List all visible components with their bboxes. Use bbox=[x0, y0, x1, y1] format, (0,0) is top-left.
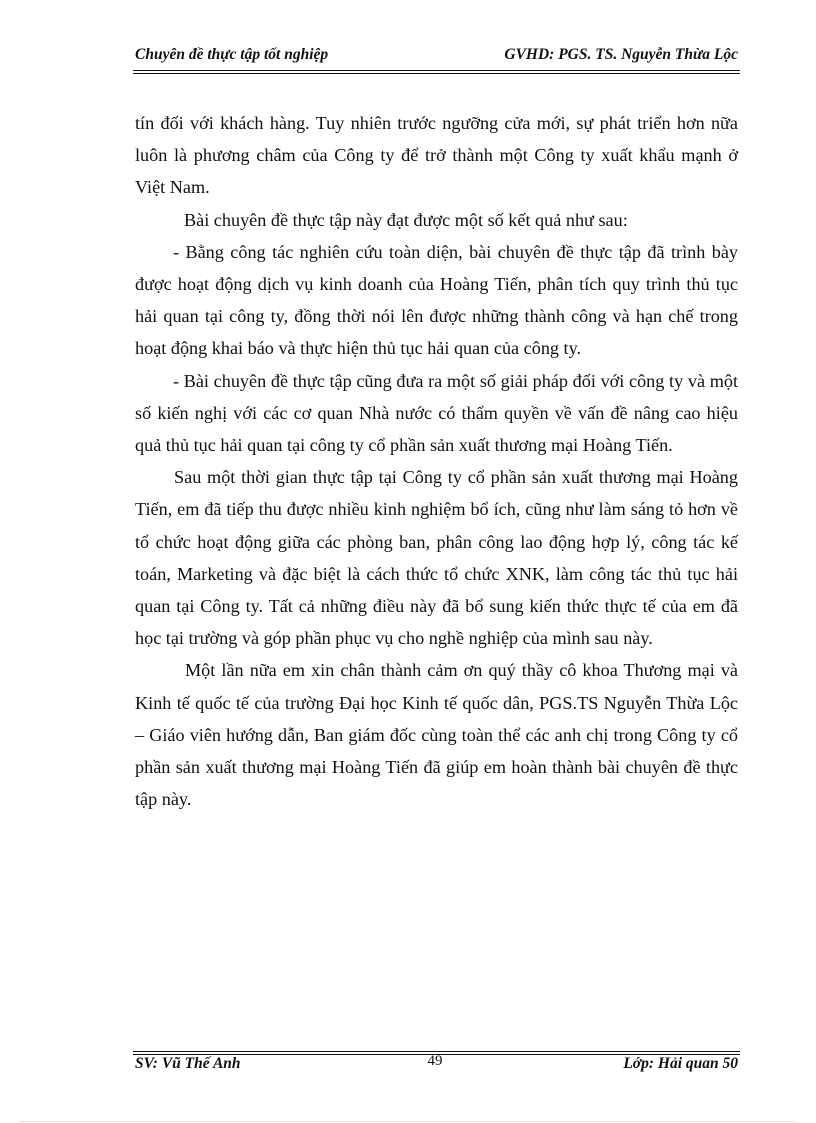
footer-student: SV: Vũ Thế Anh bbox=[135, 1055, 241, 1072]
header-title: Chuyên đề thực tập tốt nghiệp bbox=[135, 46, 329, 63]
footer-class: Lớp: Hải quan 50 bbox=[623, 1055, 738, 1072]
paragraph: Sau một thời gian thực tập tại Công ty cổ phần sản xuất thương mại Hoàng Tiến, em đã tiếp thu được nhiều kinh nghiệm bổ ích, cũng như làm sáng tỏ hơn về tổ chức hoạt động giữa các phòng ban, phân công lao động hợp lý, công tác kế toán, Marketing và đặc biệt là cách thức tổ chức XNK, làm công tác thủ tục hải quan tại Công ty. Tất cả những điều này đã bổ sung kiến thức thực tế của em đã học tại trường và góp phần phục vụ cho nghề nghiệp của mình sau này. bbox=[135, 467, 738, 649]
paragraph: - Bài chuyên đề thực tập cũng đưa ra một số giải pháp đối với công ty và một số kiến nghị với các cơ quan Nhà nước có thẩm quyền về vấn đề nâng cao hiệu quả thủ tục hải quan tại công ty cổ phần sản xuất thương mại Hoàng Tiến. bbox=[135, 370, 738, 456]
paragraph: tín đối với khách hàng. Tuy nhiên trước ngưỡng cửa mới, sự phát triển hơn nữa luôn là phương châm của Công ty để trở thành một Công ty xuất khẩu mạnh ở Việt Nam. bbox=[135, 113, 738, 198]
page-number: 49 bbox=[427, 1053, 443, 1069]
paragraph: Bài chuyên đề thực tập này đạt được một số kết quả như sau: bbox=[184, 209, 628, 230]
page-edge-divider bbox=[20, 1121, 796, 1122]
paragraph: Một lần nữa em xin chân thành cảm ơn quý thầy cô khoa Thương mại và Kinh tế quốc tế của trường Đại học Kinh tế quốc dân, PGS.TS Nguyễn Thừa Lộc – Giáo viên hướng dẫn, Ban giám đốc cùng toàn thể các anh chị trong Công ty cổ phần sản xuất thương mại Hoàng Tiến đã giúp em hoàn thành bài chuyên đề thực tập này. bbox=[135, 660, 738, 810]
body-text bbox=[135, 107, 738, 815]
page-header bbox=[135, 46, 738, 64]
paragraph: - Bằng công tác nghiên cứu toàn diện, bài chuyên đề thực tập đã trình bày được hoạt động dịch vụ kinh doanh của Hoàng Tiến, phân tích quy trình thủ tục hải quan tại công ty, đồng thời nói lên được những thành công và hạn chế trong hoạt động khai báo và thực hiện thủ tục hải quan của công ty. bbox=[135, 241, 738, 359]
header-rule bbox=[133, 70, 740, 74]
header-advisor: GVHD: PGS. TS. Nguyễn Thừa Lộc bbox=[504, 46, 738, 63]
